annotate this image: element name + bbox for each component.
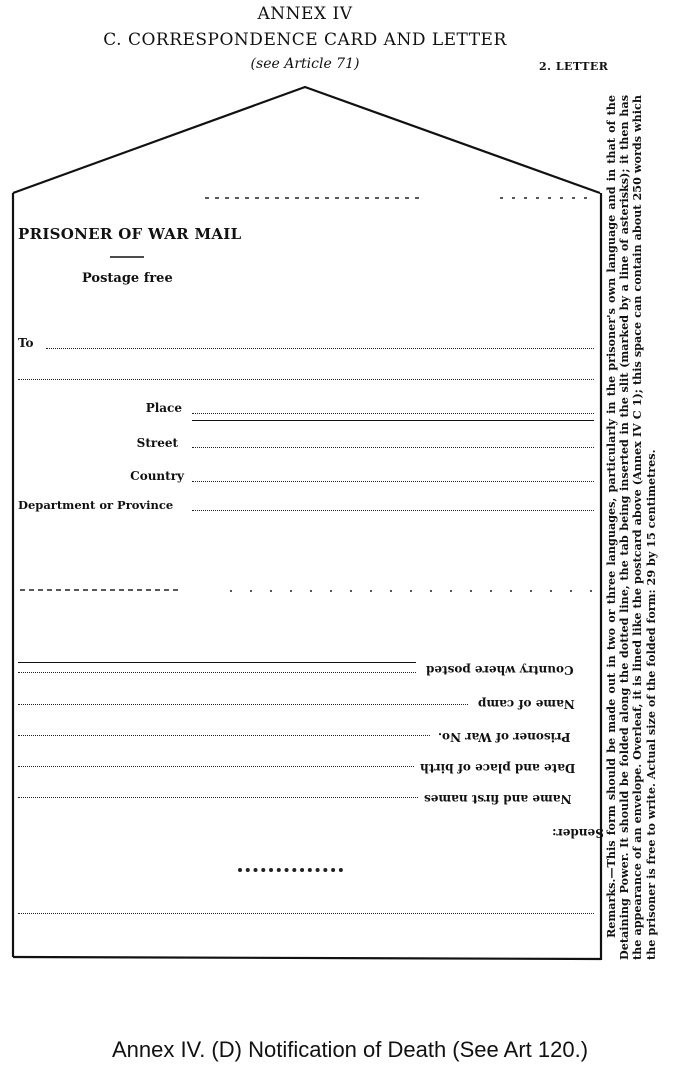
postage-free-label: Postage free bbox=[82, 271, 173, 286]
birth-line[interactable] bbox=[18, 766, 414, 767]
form-title: C. CORRESPONDENCE CARD AND LETTER bbox=[103, 30, 507, 50]
article-reference: (see Article 71) bbox=[250, 56, 360, 72]
department-line[interactable] bbox=[192, 510, 594, 511]
bottom-line[interactable] bbox=[18, 913, 594, 914]
names-line[interactable] bbox=[18, 797, 418, 798]
street-line[interactable] bbox=[192, 447, 594, 448]
to-line-2[interactable] bbox=[18, 379, 594, 380]
remarks-text bbox=[605, 95, 695, 960]
sender-label: Sender: bbox=[552, 826, 604, 840]
to-line[interactable] bbox=[46, 348, 594, 349]
prisoner-of-war-mail-heading: PRISONER OF WAR MAIL bbox=[18, 225, 242, 243]
country-posted-rule bbox=[18, 662, 416, 663]
name-of-camp-label: Name of camp bbox=[478, 697, 575, 711]
street-label: Street bbox=[136, 436, 178, 450]
figure-caption: Annex IV. (D) Notification of Death (See Art 120.) bbox=[111, 1037, 589, 1062]
name-first-names-label: Name and first names bbox=[424, 792, 572, 806]
annex-heading: ANNEX IV bbox=[257, 4, 353, 24]
to-label: To bbox=[18, 336, 34, 350]
form-type-label: 2. LETTER bbox=[539, 60, 609, 73]
country-line[interactable] bbox=[192, 481, 594, 482]
camp-line[interactable] bbox=[18, 704, 468, 705]
country-posted-line[interactable] bbox=[18, 672, 416, 673]
place-line[interactable] bbox=[192, 413, 594, 414]
pow-number-line[interactable] bbox=[18, 735, 430, 736]
remarks-paragraph: Remarks.—This form should be made out in two or three languages, particularly in the prisoner's own language and in that of the Detaining Power. It should be folded along the dotted line, the tab being inserted in the slit (marked by a line of asterisks); it then has the appearance of an envelope. Overleaf, it is lined like the postcard above (Annex IV C 1); this space can contain about 250 words which the prisoner is free to write. Actual size of the folded form: 29 by 15 centimetres. bbox=[604, 95, 658, 960]
country-where-posted-label: Country where posted bbox=[426, 663, 574, 677]
department-label: Department or Province bbox=[18, 498, 174, 512]
tab-slit-asterisks bbox=[238, 868, 343, 872]
date-place-birth-label: Date and place of birth bbox=[420, 761, 576, 775]
place-underline bbox=[192, 420, 594, 421]
pow-number-label: Prisoner of War No. bbox=[438, 730, 571, 744]
country-label: Country bbox=[130, 469, 184, 483]
place-label: Place bbox=[145, 401, 182, 415]
